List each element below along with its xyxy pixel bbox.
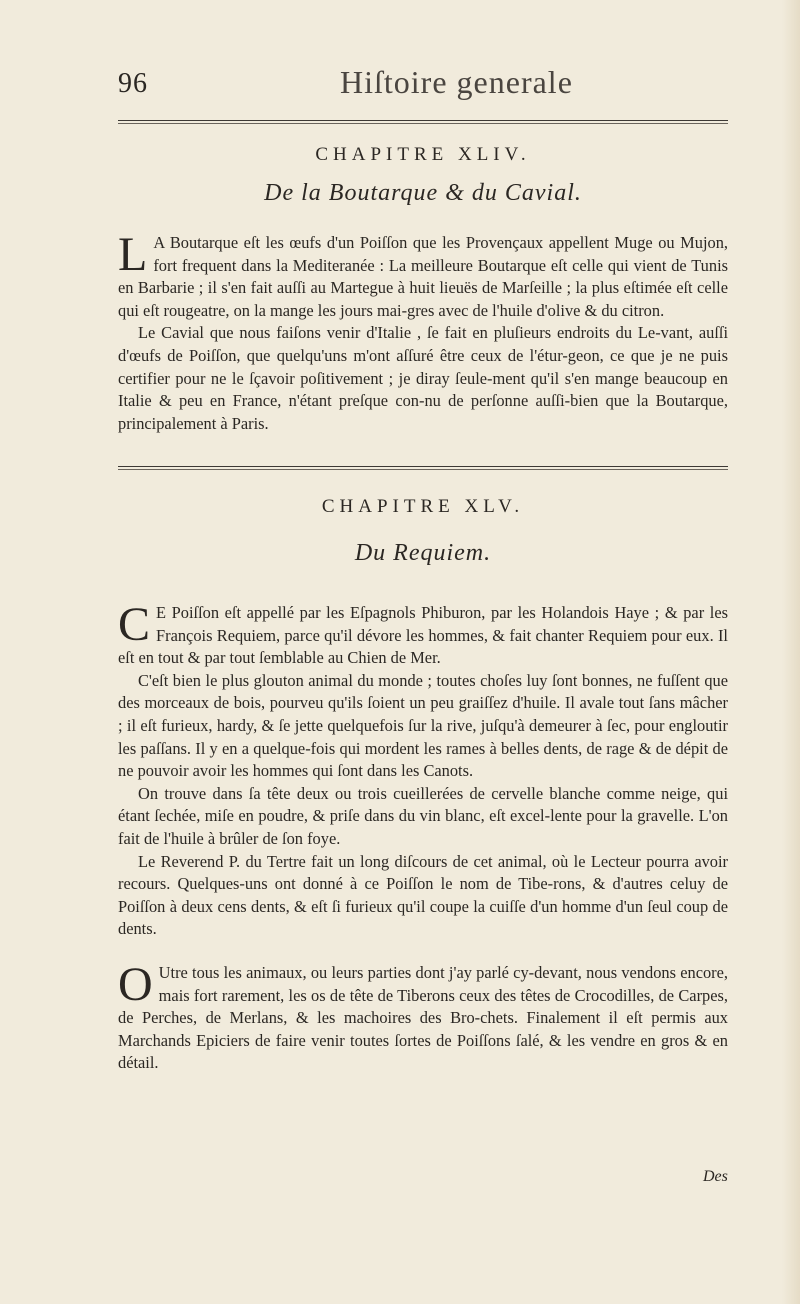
chapter-45-body — [118, 598, 728, 941]
drop-cap-c: C — [118, 598, 151, 651]
closing-paragraph — [118, 958, 728, 1075]
chapter-45-paragraph: On trouve dans ſa tête deux ou trois cueillerées de cervelle blanche comme neige, qui étant ſechée, miſe en poudre, & priſe dans du vin blanc, eſt excel-lente pour la gravelle. L'on fait de l'huile à brûler de ſon foye. — [118, 783, 728, 848]
header-rule — [118, 120, 728, 124]
paragraph-text: A Boutarque eſt les œufs d'un Poiſſon que les Provençaux appellent Muge ou Mujon, fort frequent dans la Mediteranée : La meilleure Boutarque eſt celle qui vient de Tunis en Barbarie ; il s'en fait auſſi au Martegue à huit lieuës de Marſeille ; la plus eſtimée eſt celle qui eſt rougeatre, on la mange les jours mai-gres avec de l'huile d'olive & du citron. — [118, 233, 728, 320]
catchword: Des — [703, 1168, 728, 1185]
running-title: Hiſtoire generale — [340, 64, 573, 100]
chapter-44-body — [118, 228, 728, 435]
chapter-44-heading: CHAPITRE XLIV. — [315, 144, 531, 165]
chapter-45-heading: CHAPITRE XLV. — [321, 496, 525, 517]
chapter-45-paragraph — [118, 598, 728, 670]
page-edge-shadow — [782, 0, 800, 1304]
chapter-45-paragraph: C'eſt bien le plus glouton animal du monde ; toutes choſes luy ſont bonnes, ne fuſſent que des morceaux de bois, pourveu qu'ils ſoient un peu graiſſez d'huile. Il avale tout ſans mâcher ; il eſt furieux, hardy, & ſe jette quelquefois ſur la rive, juſqu'à demeurer à ſec, pour engloutir les paſſans. Il y en a quelque-fois qui mordent les rames à belles dents, de rage & de dépit de ne pouvoir avoir les hommes qui ſont dans les Canots. — [118, 670, 728, 781]
paragraph-text: E Poiſſon eſt appellé par les Eſpagnols Phiburon, par les Holandois Haye ; & par les François Requiem, parce qu'il dévore les hommes, & fait chanter Requiem pour eux. Il eſt en tout & par tout ſemblable au Chien de Mer. — [118, 603, 728, 668]
chapter-45-paragraph: Le Reverend P. du Tertre fait un long diſcours de cet animal, où le Lecteur pourra avoir recours. Quelques-uns ont donné à ce Poiſſon le nom de Tibe-rons, & d'autres celuy de Poiſſon à deux cens dents, & eſt ſi furieux qu'il coupe la cuiſſe d'un homme d'un ſeul coup de dents. — [118, 851, 728, 939]
drop-cap-l: L — [118, 228, 148, 281]
running-head — [118, 64, 730, 104]
chapter-45-subtitle: Du Requiem. — [354, 540, 492, 566]
drop-cap-o: O — [118, 958, 153, 1011]
paragraph-text: Utre tous les animaux, ou leurs parties dont j'ay parlé cy-devant, nous vendons encore, mais fort rarement, les os de tête de Tiberons ceux des têtes de Crocodilles, de Carpes, de Perches, de Merlans, & les machoires des Bro-chets. Finalement il eſt permis aux Marchands Epiciers de faire venir toutes ſortes de Poiſſons ſalé, & les vendre en gros & en détail. — [118, 963, 728, 1073]
chapter-44-paragraph — [118, 228, 728, 322]
page-number: 96 — [118, 68, 148, 99]
chapter-44-paragraph: Le Cavial que nous faiſons venir d'Italie , ſe fait en pluſieurs endroits du Le-vant, auſſi d'œufs de Poiſſon, que quelqu'uns m'ont aſſuré être ceux de l'étur-geon, ce que je ne puis certifier pour ne le ſçavoir poſitivement ; je diray ſeule-ment qu'il s'en mange beaucoup en Italie & peu en France, n'étant preſque con-nu de perſonne auſſi-bien que la Boutarque, principalement à Paris. — [118, 323, 728, 433]
section-rule — [118, 466, 728, 470]
closing-body — [118, 958, 728, 1075]
chapter-44-subtitle: De la Boutarque & du Cavial. — [264, 180, 582, 206]
